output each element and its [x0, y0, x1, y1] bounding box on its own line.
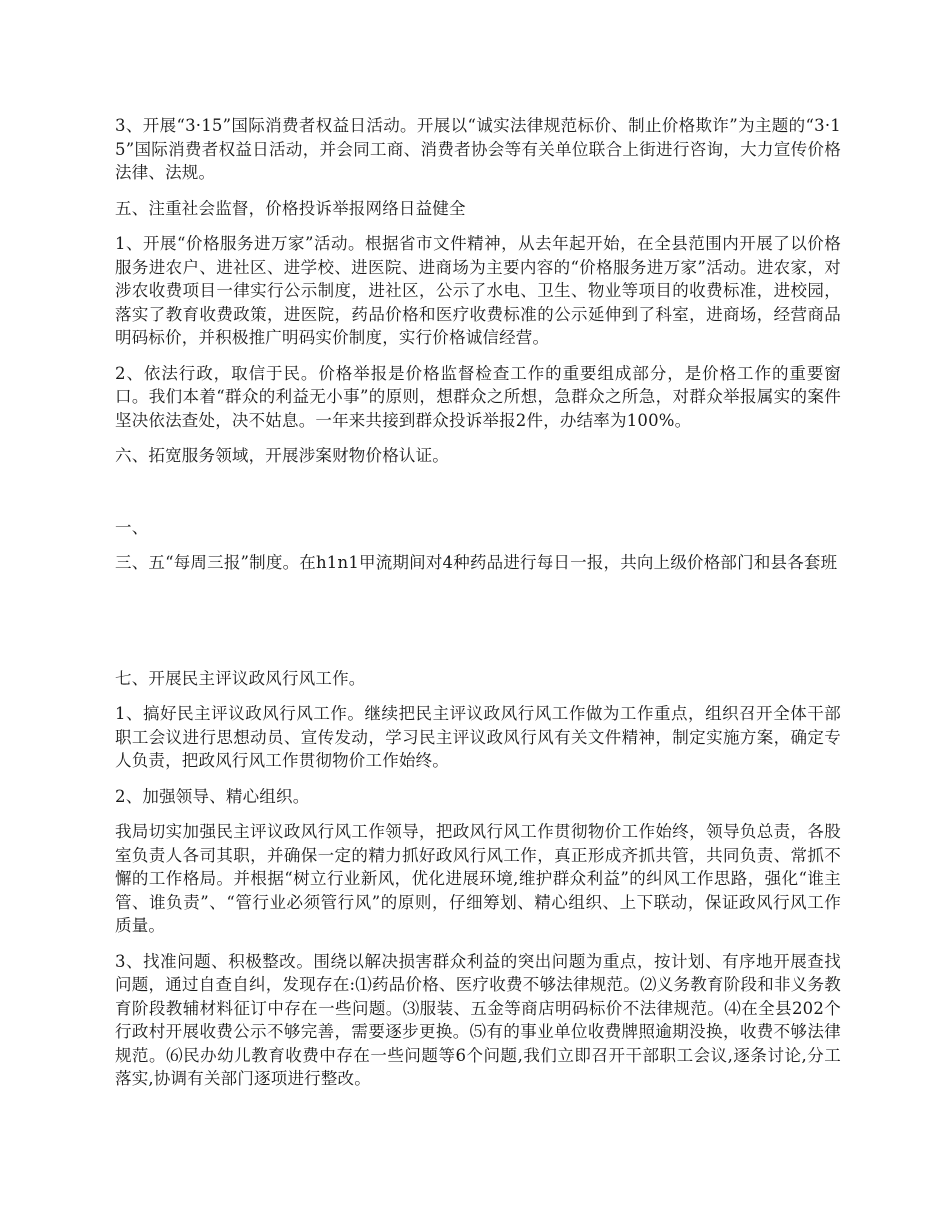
section-heading-service-expansion: 六、拓宽服务领域，开展涉案财物价格认证。: [115, 446, 449, 465]
paragraph-rectification: 3、找准问题、积极整改。围绕以解决损害群众利益的突出问题为重点，按计划、有序地开展查找问题，通过自查自纠，发现存在:⑴药品价格、医疗收费不够法律规范。⑵义务教育阶段和非义务教育阶段教辅材料征订中存在一些问题。⑶服装、五金等商店明码标价不法律规范。⑷在全县202个行政村开展收费公示不够完善，需要逐步更换。⑸有的事业单位收费牌照逾期没换，收费不够法律规范。⑹民办幼儿教育收费中存在一些问题等6个问题,我们立即召开干部职工会议,逐条讨论,分工落实,协调有关部门逐项进行整改。: [115, 951, 841, 1088]
paragraph-review-work: 1、搞好民主评议政风行风工作。继续把民主评议政风行风工作做为工作重点，组织召开全体干部职工会议进行思想动员、宣传发动，学习民主评议政风行风有关文件精神，制定实施方案，确定专人负责，把政风行风工作贯彻物价工作始终。: [115, 704, 841, 770]
paragraph-lawful-administration: 2、依法行政，取信于民。价格举报是价格监督检查工作的重要组成部分，是价格工作的重要窗口。我们本着“群众的利益无小事”的原则，想群众之所想，急群众之所急，对群众举报属实的案件坚决依法查处，决不姑息。一年来共接到群众投诉举报2件，办结率为100%。: [115, 363, 841, 430]
blank-space: [115, 480, 841, 516]
paragraph-price-service: 1、开展“价格服务进万家”活动。根据省市文件精神，从去年起开始，在全县范围内开展了以价格服务进农户、进社区、进学校、进医院、进商场为主要内容的“价格服务进万家”活动。进农家，对涉农收费项目一律实行公示制度，进社区，公示了水电、卫生、物业等项目的收费标准，进校园，落实了教育收费政策，进医院，药品价格和医疗收费标准的公示延伸到了科室，进商场，经营商品明码标价，并积极推广明码实价制度，实行价格诚信经营。: [115, 234, 841, 347]
section-heading-social-supervision: 五、注重社会监督，价格投诉举报网络日益健全: [115, 198, 466, 218]
blank-space: [115, 587, 841, 667]
paragraph-315-activity: 3、开展“3·15”国际消费者权益日活动。开展以“诚实法律规范标价、制止价格欺诈”为主题的“3·15”国际消费者权益日活动，并会同工商、消费者协会等有关单位联合上街进行咨询，大力宣传价格法律、法规。: [115, 116, 841, 182]
subheading-leadership: 2、加强领导、精心组织。: [115, 786, 310, 806]
document-body: [115, 114, 841, 1103]
paragraph-weekly-reports: 三、五“每周三报”制度。在h1n1甲流期间对4种药品进行每日一报，共向上级价格部门和县各套班: [115, 553, 838, 572]
heading-fragment-one: 一、: [115, 517, 149, 537]
paragraph-bureau-leadership: 我局切实加强民主评议政风行风工作领导，把政风行风工作贯彻物价工作始终，领导负总责，各股室负责人各司其职，并确保一定的精力抓好政风行风工作，真正形成齐抓共管，共同负责、常抓不懈的工作格局。并根据“树立行业新风，优化进展环境,维护群众利益”的纠风工作思路，强化“谁主管、谁负责”、“管行业必须管行风”的原则，仔细筹划、精心组织、上下联动，保证政风行风工作质量。: [115, 822, 841, 935]
section-heading-democratic-review: 七、开展民主评议政风行风工作。: [115, 668, 366, 688]
